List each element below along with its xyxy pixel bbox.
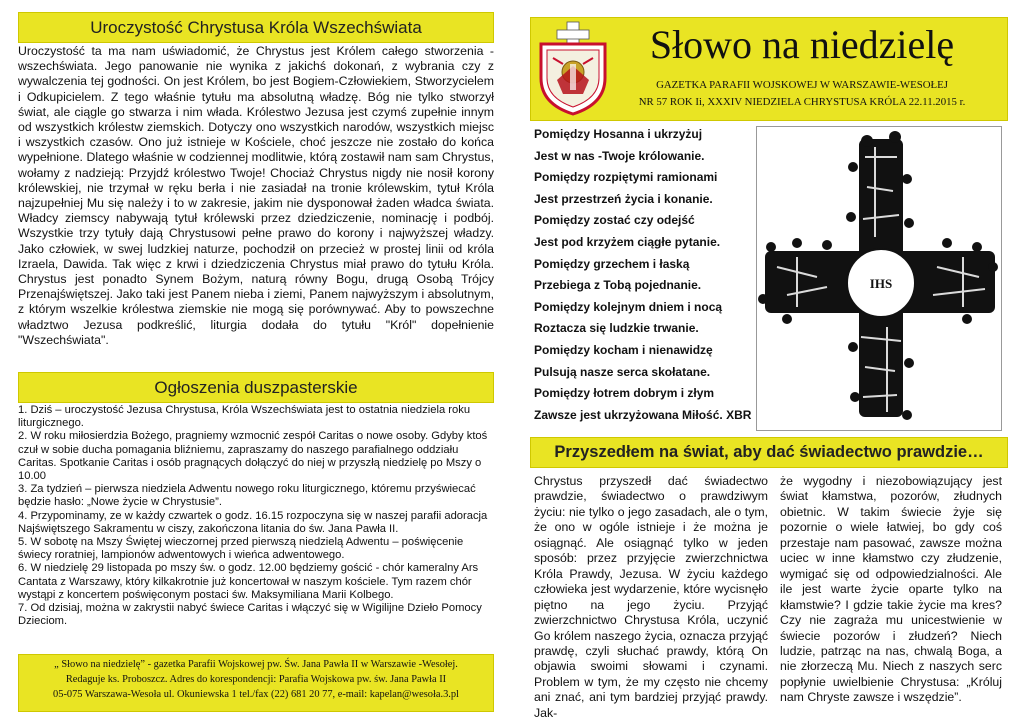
announcement-item: 5. W sobotę na Mszy Świętej wieczornej przed pierwszą niedzielą Adwentu – poświęcenie świecy roratniej, lampionów adwentowych i wieńca adwentowego. <box>18 536 464 562</box>
article-column-2: że wygodny i niezobowiązujący jest świat kłamstwa, pozorów, złudnych obietnic. W takim świecie żyje się pozornie o wiele łatwiej, bo gdy coś przestaje nam pasować, zawsze można uciec w inne kłamstwo czy złudzenie, wymigać się od odpowiedzialności. Ale ile jest warte życie oparte tylko na kłamstwie? I gdzie takie życie ma kres? Czy nie zagraża mu unicestwienie w świecie pozorów i złudzeń? Niech ludzie, patrząc na nas, chwalą Boga, a nie złorzeczą Mu. Niech z naszych serc popłynie uwielbienie Chrystusa: „Króluj nam Chryste zawsze i wszędzie”. <box>780 474 1002 705</box>
announcement-item: 1. Dziś – uroczystość Jezusa Chrystusa, Króla Wszechświata jest to ostatnia niedziela roku liturgicznego. <box>18 404 471 430</box>
intro-paragraph: Uroczystość ta ma nam uświadomić, że Chrystus jest Królem całego stworzenia - wszechświata. Jego panowanie nie wynika z jakichś dokonań, z wybrania czy z wywalczenia tej godności. On jest Królem, bo jest Bogiem-Człowiekiem, Stworzycielem i Odkupicielem. Z tego właśnie tytułu ma absolutną władzę. Bóg nie tylko stworzył świat, ale ciągle go stwarza i nim włada. Królestwo Jezusa jest czymś zupełnie innym od wszystkich królestw ziemskich. Dotyczy ono wszystkich narodów, wszystkich miejsc i wszystkich czasów. Ono już istnieje w Kościele, choć jeszcze nie zostało do końca wypełnione. Dlatego właśnie w codziennej modlitwie, którą zostawił nam sam Chrystus, wołamy z nadzieją: Przyjdź królestwo Twoje! Chociaż Chrystus nigdy nie nosił korony królewskiej, nie trzymał w ręku berła i nie zasiadał na tronie królewskim, tytuł Króla najzupełniej Mu się należy i to w zakresie, jakim nie dysponował żaden władca świata. Władcy ziemscy nabywają tytuł królewski przez dziedziczenie, nominację i podbój. Wszystkie trzy tytuły dają Chrystusowi pełne prawo do korony i najwyższej władzy. Jako człowiek, w swej ludzkiej naturze, pochodził on przecież w prostej linii od króla Izraela, Dawida. Tak więc z krwi i dziedziczenia Chrystus miał prawo do tytułu Króla. Chrystus jest ponadto Synem Bożym, naturą równy Bogu, drugą Osobą Trójcy Przenajświętszej. Jako taki jest Panem nieba i ziemi, Panem najwyższym i absolutnym, z którym wszelkie królestwa ziemskie nie mogą się porównywać. Aby to powszechne władztwo Jezusa podkreślić, liturgia dodała do tytułu "Król" dopełnienie "Wszechświata". <box>18 44 494 347</box>
masthead-title: Słowo na niedzielę <box>649 22 955 67</box>
poem-line: Roztacza się ludzkie trwanie. <box>534 321 699 336</box>
poem-line: Pomiędzy Hosanna i ukrzyżuj <box>534 127 703 141</box>
masthead-subtitle: GAZETKA PARAFII WOJSKOWEJ W WARSZAWIE-WESOŁEJ <box>656 79 948 91</box>
poem-line: Pulsują nasze serca skołatane. <box>534 364 711 379</box>
poem-line: Jest przestrzeń życia i konanie. <box>534 191 713 206</box>
announcement-item: 7. Od dzisiaj, można w zakrystii nabyć świece Caritas i włączyć się w Wigilijne Dzieło Pomocy Dzieciom. <box>18 602 482 628</box>
poem-line: Pomiędzy rozpiętymi ramionami <box>534 170 718 185</box>
poem-line: Pomiędzy kolejnym dniem i nocą <box>534 299 723 314</box>
military-parish-emblem-icon <box>533 20 613 116</box>
footer-line: 05-075 Warszawa-Wesoła ul. Okuniewska 1 tel./fax (22) 681 20 77, e-mail: kapelan@wesoła.3.pl <box>53 689 459 700</box>
section-heading-christ-king: Uroczystość Chrystusa Króla Wszechświata <box>18 12 494 43</box>
announcement-item: 2. W roku miłosierdzia Bożego, pragniemy wzmocnić zespół Caritas o nowe osoby. Gdyby ktoś czuł w sobie ducha pomagania bliźniemu, zapraszamy do naszego parafialnego oddziału Caritas. Spotkanie Caritas i osób pragnących dołączyć do niej w przyszłą niedzielę po Mszy o 10.00 <box>18 430 488 483</box>
footer-box <box>18 654 494 712</box>
footer-line: „ Słowo na niedzielę” - gazetka Parafii Wojskowej pw. Św. Jana Pawła II w Warszawie -Wesołej. <box>54 659 458 670</box>
poem-line: Pomiędzy kocham i nienawidzę <box>534 342 713 357</box>
announcements-list <box>18 404 494 628</box>
cross-illustration <box>756 126 1002 431</box>
people-cross-icon <box>757 127 1001 430</box>
announcement-item: 6. W niedzielę 29 listopada po mszy św. o godz. 12.00 będziemy gościć - chór kameralny Ars Cantata z Warszawy, który kilkakrotnie już koncertował w naszym kościele. Tym razem chór wystąpi z koncertem poświęconym postaci św. Maksymiliana Marii Kolbego. <box>18 562 479 601</box>
poem-line: Pomiędzy łotrem dobrym i złym <box>534 386 715 401</box>
section-heading-announcements: Ogłoszenia duszpasterskie <box>18 372 494 403</box>
announcement-item: 3. Za tydzień – pierwsza niedziela Adwentu nowego roku liturgicznego, któremu przyświecać będzie hasło: „Nowe życie w Chrystusie”. <box>18 483 476 509</box>
masthead-issue-line: NR 57 ROK Ii, XXXIV NIEDZIELA CHRYSTUSA KRÓLA 22.11.2015 r. <box>638 96 966 108</box>
poem-line: Pomiędzy zostać czy odejść <box>534 213 695 228</box>
ihs-label: IHS <box>869 276 893 291</box>
announcement-item: 4. Przypominamy, ze w każdy czwartek o godz. 16.15 rozpoczyna się w naszej parafii adoracja Najświętszego Sakramentu w ciszy, zakończona litania do św. Jana Pawła II. <box>18 509 488 535</box>
poem-line: Zawsze jest ukrzyżowana Miłość. XBR <box>534 407 752 422</box>
poem-line: Przebiega z Tobą pojednanie. <box>534 278 702 293</box>
poem <box>534 124 750 426</box>
footer-line: Redaguje ks. Proboszcz. Adres do korespondencji: Parafia Wojskowa pw. św. Jana Pawła II <box>65 674 447 685</box>
poem-line: Jest w nas -Twoje królowanie. <box>534 148 705 163</box>
article-column-1: Chrystus przyszedł dać świadectwo prawdzie, świadectwo o prawdziwym życiu: nie tylko o jego zasadach, ale o tym, że ono w ogóle istnieje i że można je osiągnąć. Ale osiągnąć tylko w jeden sposób: przez przyjęcie zwierzchnictwa Króla Prawdy, Jezusa. W życiu każdego człowieka jest wydarzenie, które wycisnęło piętno na jego życiu. Przyjąć zwierzchnictwo Chrystusa Króla, uczynić Go królem naszego życia, oznacza przyjąć prawdę, czyli słuchać prawdy, którą On objawia swoimi słowami i czynami. Problem w tym, że my często nie chcemy ani znać, ani tym bardziej przyjąć prawdy. Jak- <box>534 474 768 720</box>
poem-line: Pomiędzy grzechem i łaską <box>534 256 690 271</box>
poem-line: Jest pod krzyżem ciągłe pytanie. <box>534 234 721 249</box>
section-heading-truth: Przyszedłem na świat, aby dać świadectwo prawdzie… <box>530 437 1008 468</box>
